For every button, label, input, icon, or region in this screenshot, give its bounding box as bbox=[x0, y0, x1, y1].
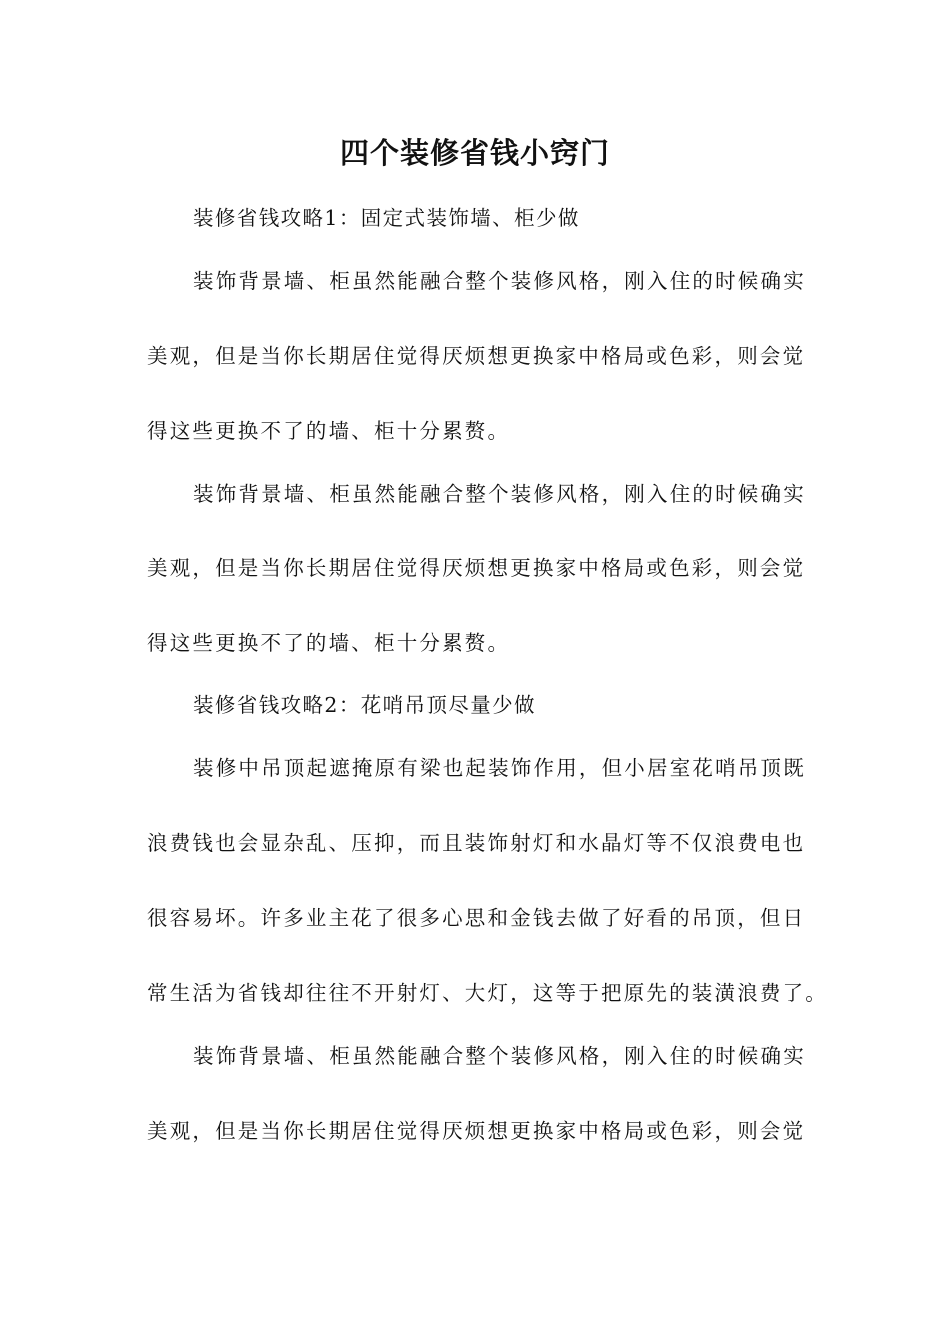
document-title: 四个装修省钱小窍门 bbox=[339, 136, 610, 170]
paragraph-line: 装饰背景墙、柜虽然能融合整个装修风格，刚入住的时候确实 bbox=[193, 1044, 806, 1068]
section-heading-1: 装修省钱攻略1：固定式装饰墙、柜少做 bbox=[193, 206, 580, 230]
paragraph-line: 装饰背景墙、柜虽然能融合整个装修风格，刚入住的时候确实 bbox=[193, 482, 806, 506]
section-heading-2: 装修省钱攻略2：花哨吊顶尽量少做 bbox=[193, 693, 536, 717]
paragraph-line: 美观，但是当你长期居住觉得厌烦想更换家中格局或色彩，则会觉 bbox=[147, 556, 806, 580]
paragraph-line: 浪费钱也会显杂乱、压抑，而且装饰射灯和水晶灯等不仅浪费电也 bbox=[147, 831, 806, 855]
paragraph-line: 装修中吊顶起遮掩原有梁也起装饰作用，但小居室花哨吊顶既 bbox=[193, 756, 806, 780]
paragraph-line: 很容易坏。许多业主花了很多心思和金钱去做了好看的吊顶，但日 bbox=[147, 906, 806, 930]
paragraph-line: 美观，但是当你长期居住觉得厌烦想更换家中格局或色彩，则会觉 bbox=[147, 344, 806, 368]
paragraph-line: 美观，但是当你长期居住觉得厌烦想更换家中格局或色彩，则会觉 bbox=[147, 1119, 806, 1143]
paragraph-line: 得这些更换不了的墙、柜十分累赘。 bbox=[147, 419, 511, 443]
paragraph-line: 常生活为省钱却往往不开射灯、大灯，这等于把原先的装潢浪费了。 bbox=[147, 981, 828, 1005]
paragraph-line: 装饰背景墙、柜虽然能融合整个装修风格，刚入住的时候确实 bbox=[193, 269, 806, 293]
paragraph-line: 得这些更换不了的墙、柜十分累赘。 bbox=[147, 631, 511, 655]
